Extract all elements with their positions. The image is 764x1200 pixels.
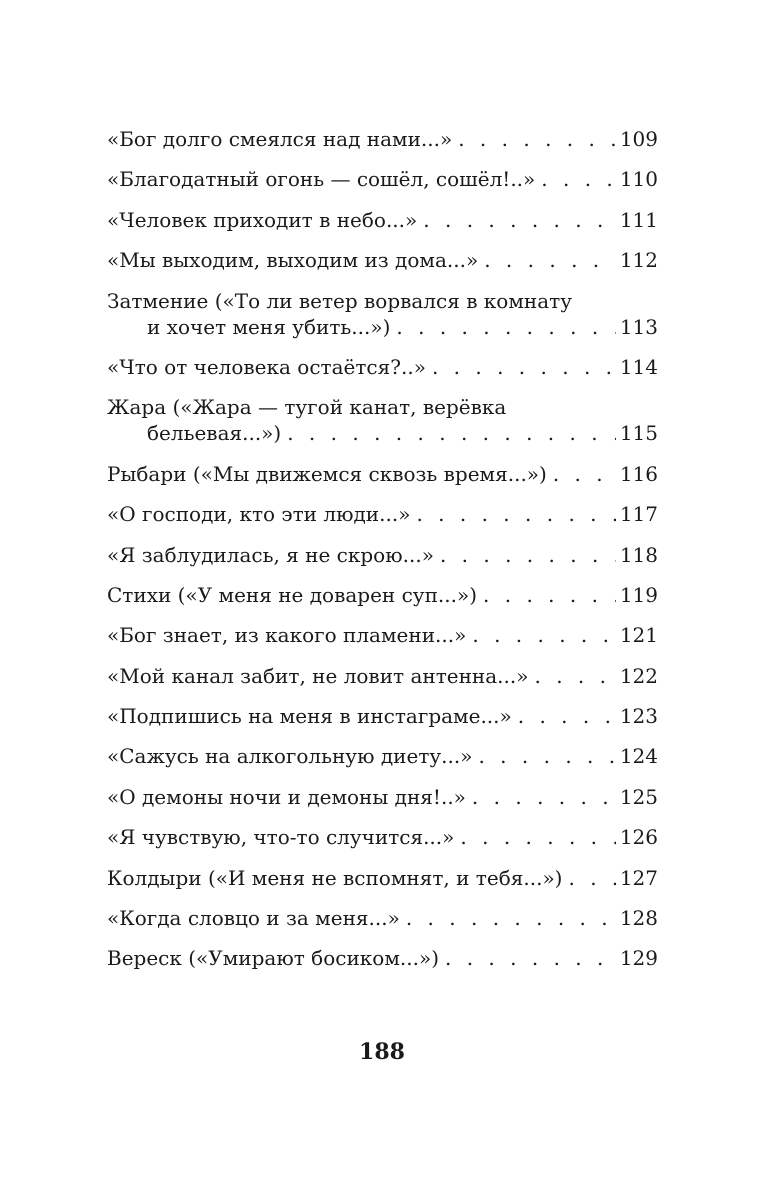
toc-entry-page: 114 <box>619 354 658 379</box>
toc-entry <box>107 288 658 340</box>
dot-leader <box>440 542 616 568</box>
toc-entry <box>107 461 658 487</box>
toc-entry <box>107 784 658 810</box>
toc-entry-page: 112 <box>619 248 658 273</box>
toc-entry <box>107 126 658 152</box>
toc-entry-page: 124 <box>619 744 658 769</box>
dot-leader <box>472 784 616 810</box>
dot-leader <box>458 126 616 152</box>
toc-entry-page: 129 <box>619 946 658 971</box>
toc-entry-title: «Человек приходит в небо...» <box>107 207 418 232</box>
toc-entry <box>107 501 658 527</box>
dot-leader <box>518 703 616 729</box>
toc-entry-page: 121 <box>619 623 658 648</box>
toc-entry-title: «Сажусь на алкогольную диету...» <box>107 744 473 769</box>
toc-entry-page: 119 <box>619 582 658 607</box>
toc-entry <box>107 824 658 850</box>
dot-leader <box>535 663 616 689</box>
toc-entry-page: 123 <box>619 704 658 729</box>
dot-leader <box>287 420 616 446</box>
toc-entry-title-line: Затмение («То ли ветер ворвался в комнату <box>107 288 572 313</box>
toc-entry-title: Вереск («Умирают босиком...») <box>107 946 439 971</box>
toc-entry <box>107 703 658 729</box>
table-of-contents <box>107 126 658 986</box>
dot-leader <box>416 501 615 527</box>
toc-entry <box>107 354 658 380</box>
dot-leader <box>460 824 615 850</box>
toc-entry-page: 127 <box>619 865 658 890</box>
toc-entry-title: Рыбари («Мы движемся сквозь время...») <box>107 461 547 486</box>
toc-entry-page: 128 <box>619 906 658 931</box>
toc-entry-page: 109 <box>619 127 658 151</box>
dot-leader <box>432 354 616 380</box>
toc-entry <box>107 865 658 891</box>
dot-leader <box>568 865 615 891</box>
toc-entry-title: «Бог долго смеялся над нами...» <box>107 127 453 151</box>
toc-entry-title: и хочет меня убить...») <box>147 314 391 339</box>
toc-entry-title: «Мы выходим, выходим из дома...» <box>107 248 479 273</box>
toc-entry-page: 110 <box>619 167 658 192</box>
toc-entry-title: «Подпишись на меня в инстаграме...» <box>107 704 512 729</box>
dot-leader <box>472 622 615 648</box>
toc-entry-page: 115 <box>619 421 658 446</box>
toc-entry-page: 111 <box>619 207 658 232</box>
toc-entry <box>107 743 658 769</box>
toc-entry-page: 116 <box>619 461 658 486</box>
toc-entry-page: 117 <box>619 502 658 527</box>
toc-entry-page: 125 <box>619 784 658 809</box>
toc-entry-title: «Что от человека остаётся?..» <box>107 354 426 379</box>
toc-entry <box>107 207 658 233</box>
dot-leader <box>541 166 616 192</box>
dot-leader <box>478 743 615 769</box>
toc-entry-page: 126 <box>619 825 658 850</box>
toc-entry-page: 113 <box>619 314 658 339</box>
toc-entry <box>107 247 658 273</box>
toc-entry-title: «Я чувствую, что-то случится...» <box>107 825 455 850</box>
toc-entry-title: бельевая...») <box>147 421 282 446</box>
toc-entry <box>107 394 658 446</box>
toc-entry-title: «Благодатный огонь — сошёл, сошёл!..» <box>107 167 536 192</box>
toc-entry <box>107 622 658 648</box>
toc-entry-title: «Я заблудилась, я не скрою...» <box>107 542 434 567</box>
page-number: 188 <box>359 1039 405 1065</box>
toc-entry <box>107 663 658 689</box>
toc-entry-title: «О демоны ночи и демоны дня!..» <box>107 784 466 809</box>
toc-entry <box>107 945 658 971</box>
toc-entry-title-line: Жара («Жара — тугой канат, верёвка <box>107 395 507 420</box>
toc-entry <box>107 542 658 568</box>
toc-entry-title: «Бог знает, из какого пламени...» <box>107 623 467 648</box>
dot-leader <box>423 207 616 233</box>
toc-entry-page: 122 <box>619 663 658 688</box>
toc-entry-title: «О господи, кто эти люди...» <box>107 502 411 527</box>
dot-leader <box>445 945 616 971</box>
toc-entry-title: Стихи («У меня не доварен суп...») <box>107 582 478 607</box>
toc-entry-title: «Мой канал забит, не ловит антенна...» <box>107 663 529 688</box>
dot-leader <box>553 461 616 487</box>
toc-entry <box>107 582 658 608</box>
dot-leader <box>483 582 616 608</box>
dot-leader <box>396 314 615 340</box>
toc-entry-title: Колдыри («И меня не вспомнят, и тебя...») <box>107 865 563 890</box>
toc-entry-title: «Когда словцо и за меня...» <box>107 906 400 931</box>
dot-leader <box>484 247 616 273</box>
toc-entry <box>107 166 658 192</box>
toc-entry <box>107 905 658 931</box>
toc-entry-page: 118 <box>619 542 658 567</box>
dot-leader <box>406 905 616 931</box>
